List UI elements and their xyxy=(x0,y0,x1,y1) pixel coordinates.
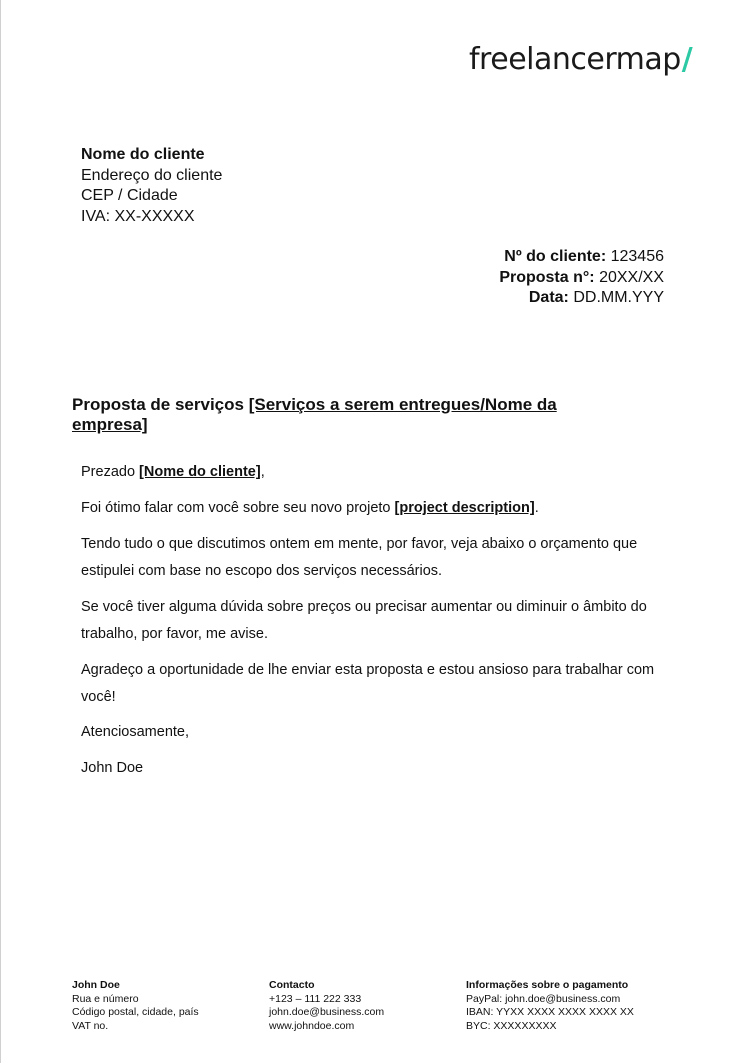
client-number-label: Nº do cliente: xyxy=(504,248,607,265)
greeting xyxy=(81,459,671,486)
footer-sender-heading: John Doe xyxy=(72,979,120,991)
date-label: Data: xyxy=(528,289,569,307)
paragraph-2: Tendo tudo o que discutimos ontem em mente, por favor, veja abaixo o orçamento que estipulei com base no escopo dos serviços necessários. xyxy=(81,536,638,579)
signature: John Doe xyxy=(81,760,144,776)
proposal-meta xyxy=(499,247,664,309)
client-name: Nome do cliente xyxy=(81,146,205,163)
footer-sender xyxy=(72,979,199,1033)
paragraph-1 xyxy=(81,495,671,522)
paragraph-3: Se você tiver alguma dúvida sobre preços ou precisar aumentar ou diminuir o âmbito do trabalho, por favor, me avise. xyxy=(81,599,647,642)
logo-text: freelancermap xyxy=(469,42,681,77)
date-value: DD.MM.YYY xyxy=(573,289,664,307)
footer-contact-line: john.doe@business.com xyxy=(269,1006,385,1018)
logo-slash: / xyxy=(681,42,693,77)
footer-payment xyxy=(466,979,634,1033)
proposal-number-row xyxy=(499,268,664,289)
footer-contact-line: www.johndoe.com xyxy=(269,1019,355,1032)
client-number-row xyxy=(499,247,664,268)
footer-sender-line: Código postal, cidade, país xyxy=(72,1006,199,1018)
client-address: Endereço do cliente xyxy=(81,166,223,184)
closing: Atenciosamente, xyxy=(81,724,190,740)
client-number-value: 123456 xyxy=(610,248,664,265)
date-row xyxy=(499,288,664,309)
client-address-block xyxy=(81,145,222,227)
footer-payment-line: IBAN: YYXX XXXX XXXX XXXX XX xyxy=(466,1006,634,1018)
proposal-number-value: 20XX/XX xyxy=(599,268,664,286)
subject-placeholder: [Serviços a serem entregues/Nome da empresa] xyxy=(72,395,557,434)
p1-prefix: Foi ótimo falar com você sobre seu novo projeto xyxy=(81,500,395,516)
subject-heading xyxy=(72,395,632,435)
p1-placeholder: [project description] xyxy=(394,500,535,516)
freelancermap-logo xyxy=(469,42,692,77)
footer-payment-line: BYC: XXXXXXXXX xyxy=(466,1019,557,1032)
footer-sender-line: VAT no. xyxy=(72,1019,109,1032)
footer-sender-line: Rua e número xyxy=(72,992,139,1005)
client-vat: IVA: XX-XXXXX xyxy=(81,207,195,225)
footer-contact-heading: Contacto xyxy=(269,979,315,991)
footer-payment-line: PayPal: john.doe@business.com xyxy=(466,992,621,1005)
page-edge xyxy=(0,0,1,1063)
footer-contact xyxy=(269,979,384,1033)
proposal-number-label: Proposta n°: xyxy=(499,268,595,286)
greeting-prefix: Prezado xyxy=(81,464,140,480)
footer-contact-line: +123 – 111 222 333 xyxy=(269,992,362,1005)
p1-suffix: . xyxy=(534,500,539,516)
subject-prefix: Proposta de serviços xyxy=(72,395,249,414)
client-city: CEP / Cidade xyxy=(81,187,178,205)
footer-payment-heading: Informações sobre o pagamento xyxy=(466,979,629,991)
greeting-placeholder: [Nome do cliente] xyxy=(139,464,261,480)
paragraph-4: Agradeço a oportunidade de lhe enviar esta proposta e estou ansioso para trabalhar com você! xyxy=(81,662,655,705)
greeting-suffix: , xyxy=(260,464,265,480)
